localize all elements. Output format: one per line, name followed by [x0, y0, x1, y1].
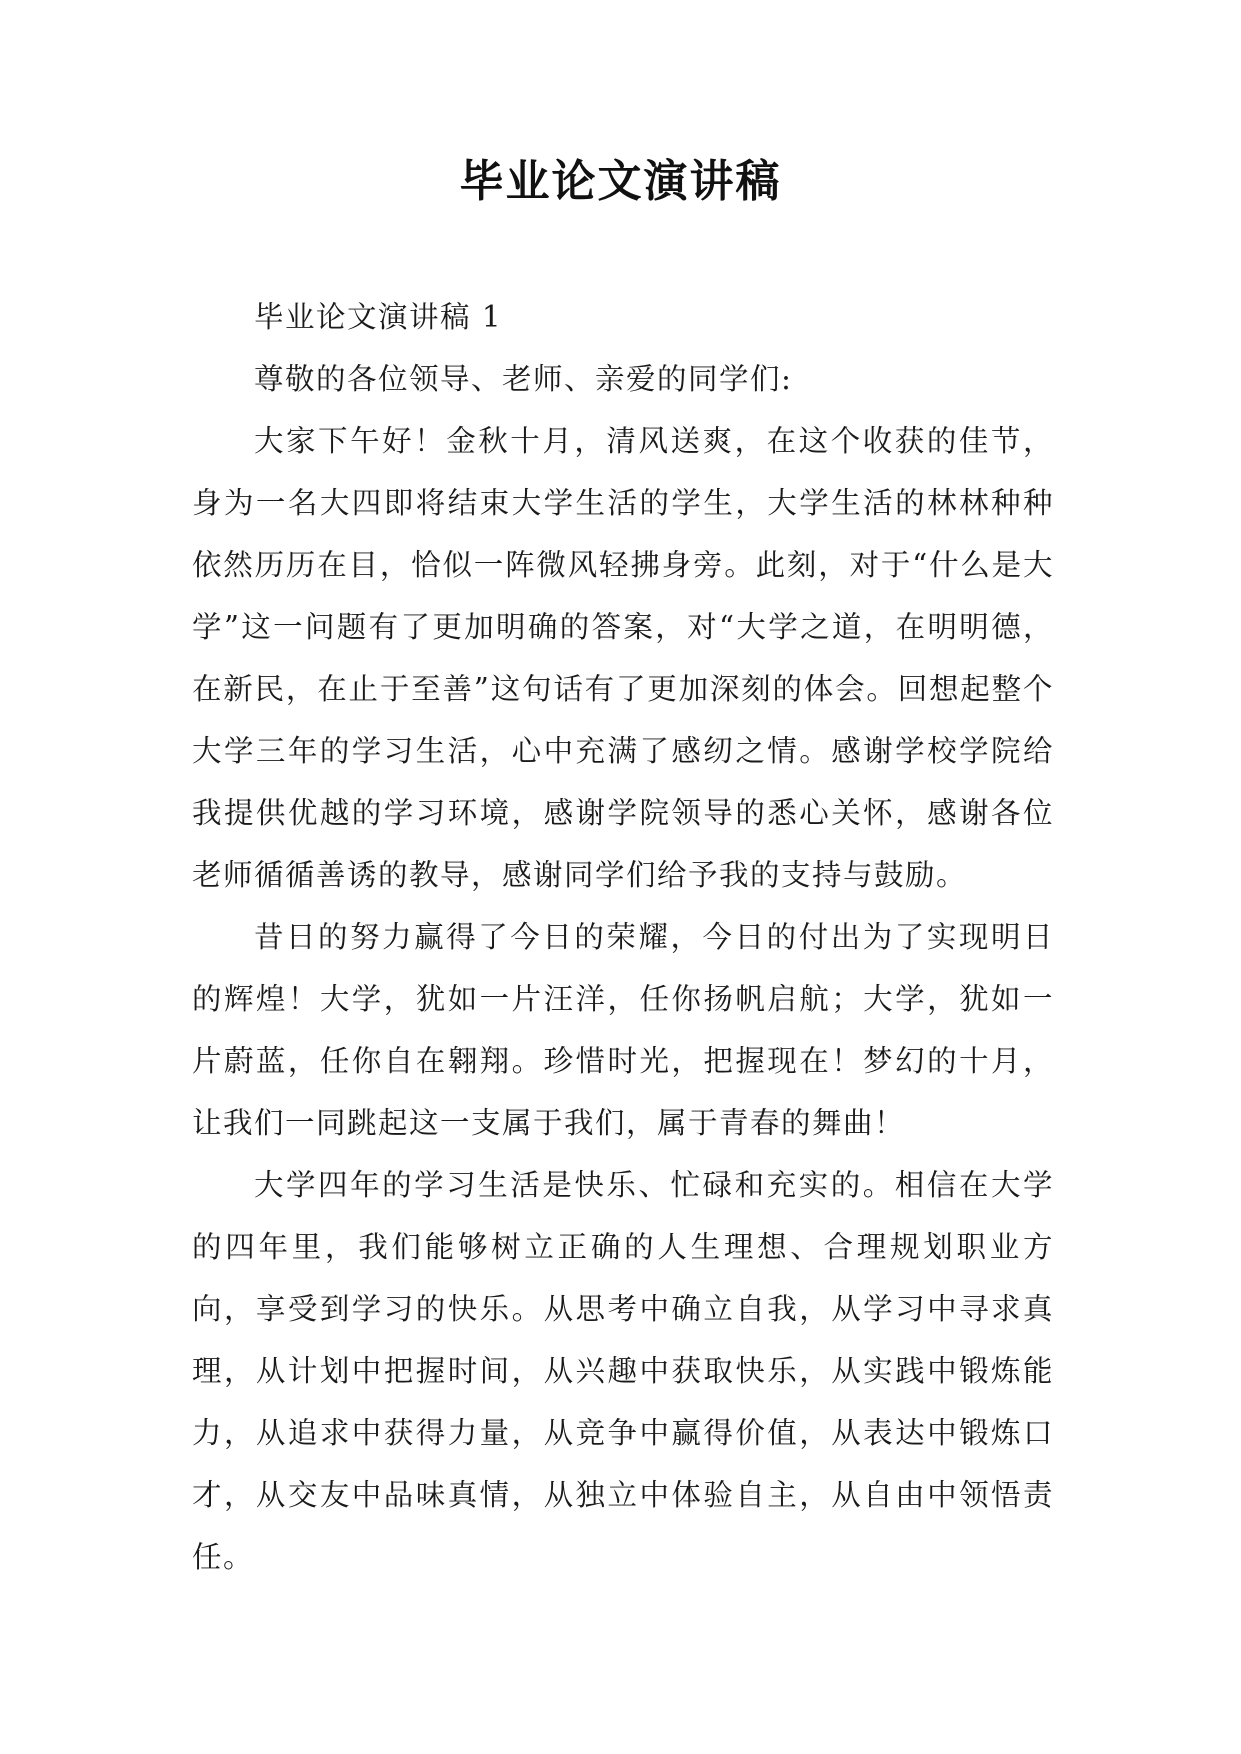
- body-paragraph: 大学四年的学习生活是快乐、忙碌和充实的。相信在大学的四年里，我们能够树立正确的人生理想、合理规划职业方向，享受到学习的快乐。从思考中确立自我，从学习中寻求真理，从计划中把握时间，从兴趣中获取快乐，从实践中锻炼能力，从追求中获得力量，从竞争中赢得价值，从表达中锻炼口才，从交友中品味真情，从独立中体验自主，从自由中领悟责任。: [192, 1168, 1054, 1574]
- section-heading: 毕业论文演讲稿 1: [253, 300, 503, 334]
- salutation: 尊敬的各位领导、老师、亲爱的同学们:: [253, 362, 793, 396]
- document-body: [192, 286, 1054, 1588]
- body-paragraph: 大家下午好！金秋十月，清风送爽，在这个收获的佳节，身为一名大四即将结束大学生活的学生，大学生活的林林种种依然历历在目，恰似一阵微风轻拂身旁。此刻，对于“什么是大学”这一问题有了更加明确的答案，对“大学之道，在明明德，在新民，在止于至善”这句话有了更加深刻的体会。回想起整个大学三年的学习生活，心中充满了感纫之情。感谢学校学院给我提供优越的学习环境，感谢学院领导的悉心关怀，感谢各位老师循循善诱的教导，感谢同学们给予我的支持与鼓励。: [192, 424, 1054, 892]
- body-paragraph: 昔日的努力赢得了今日的荣耀，今日的付出为了实现明日的辉煌！大学，犹如一片汪洋，任你扬帆启航；大学，犹如一片蔚蓝，任你自在翱翔。珍惜时光，把握现在！梦幻的十月，让我们一同跳起这一支属于我们，属于青春的舞曲！: [192, 920, 1054, 1140]
- document-title: 毕业论文演讲稿: [459, 156, 782, 207]
